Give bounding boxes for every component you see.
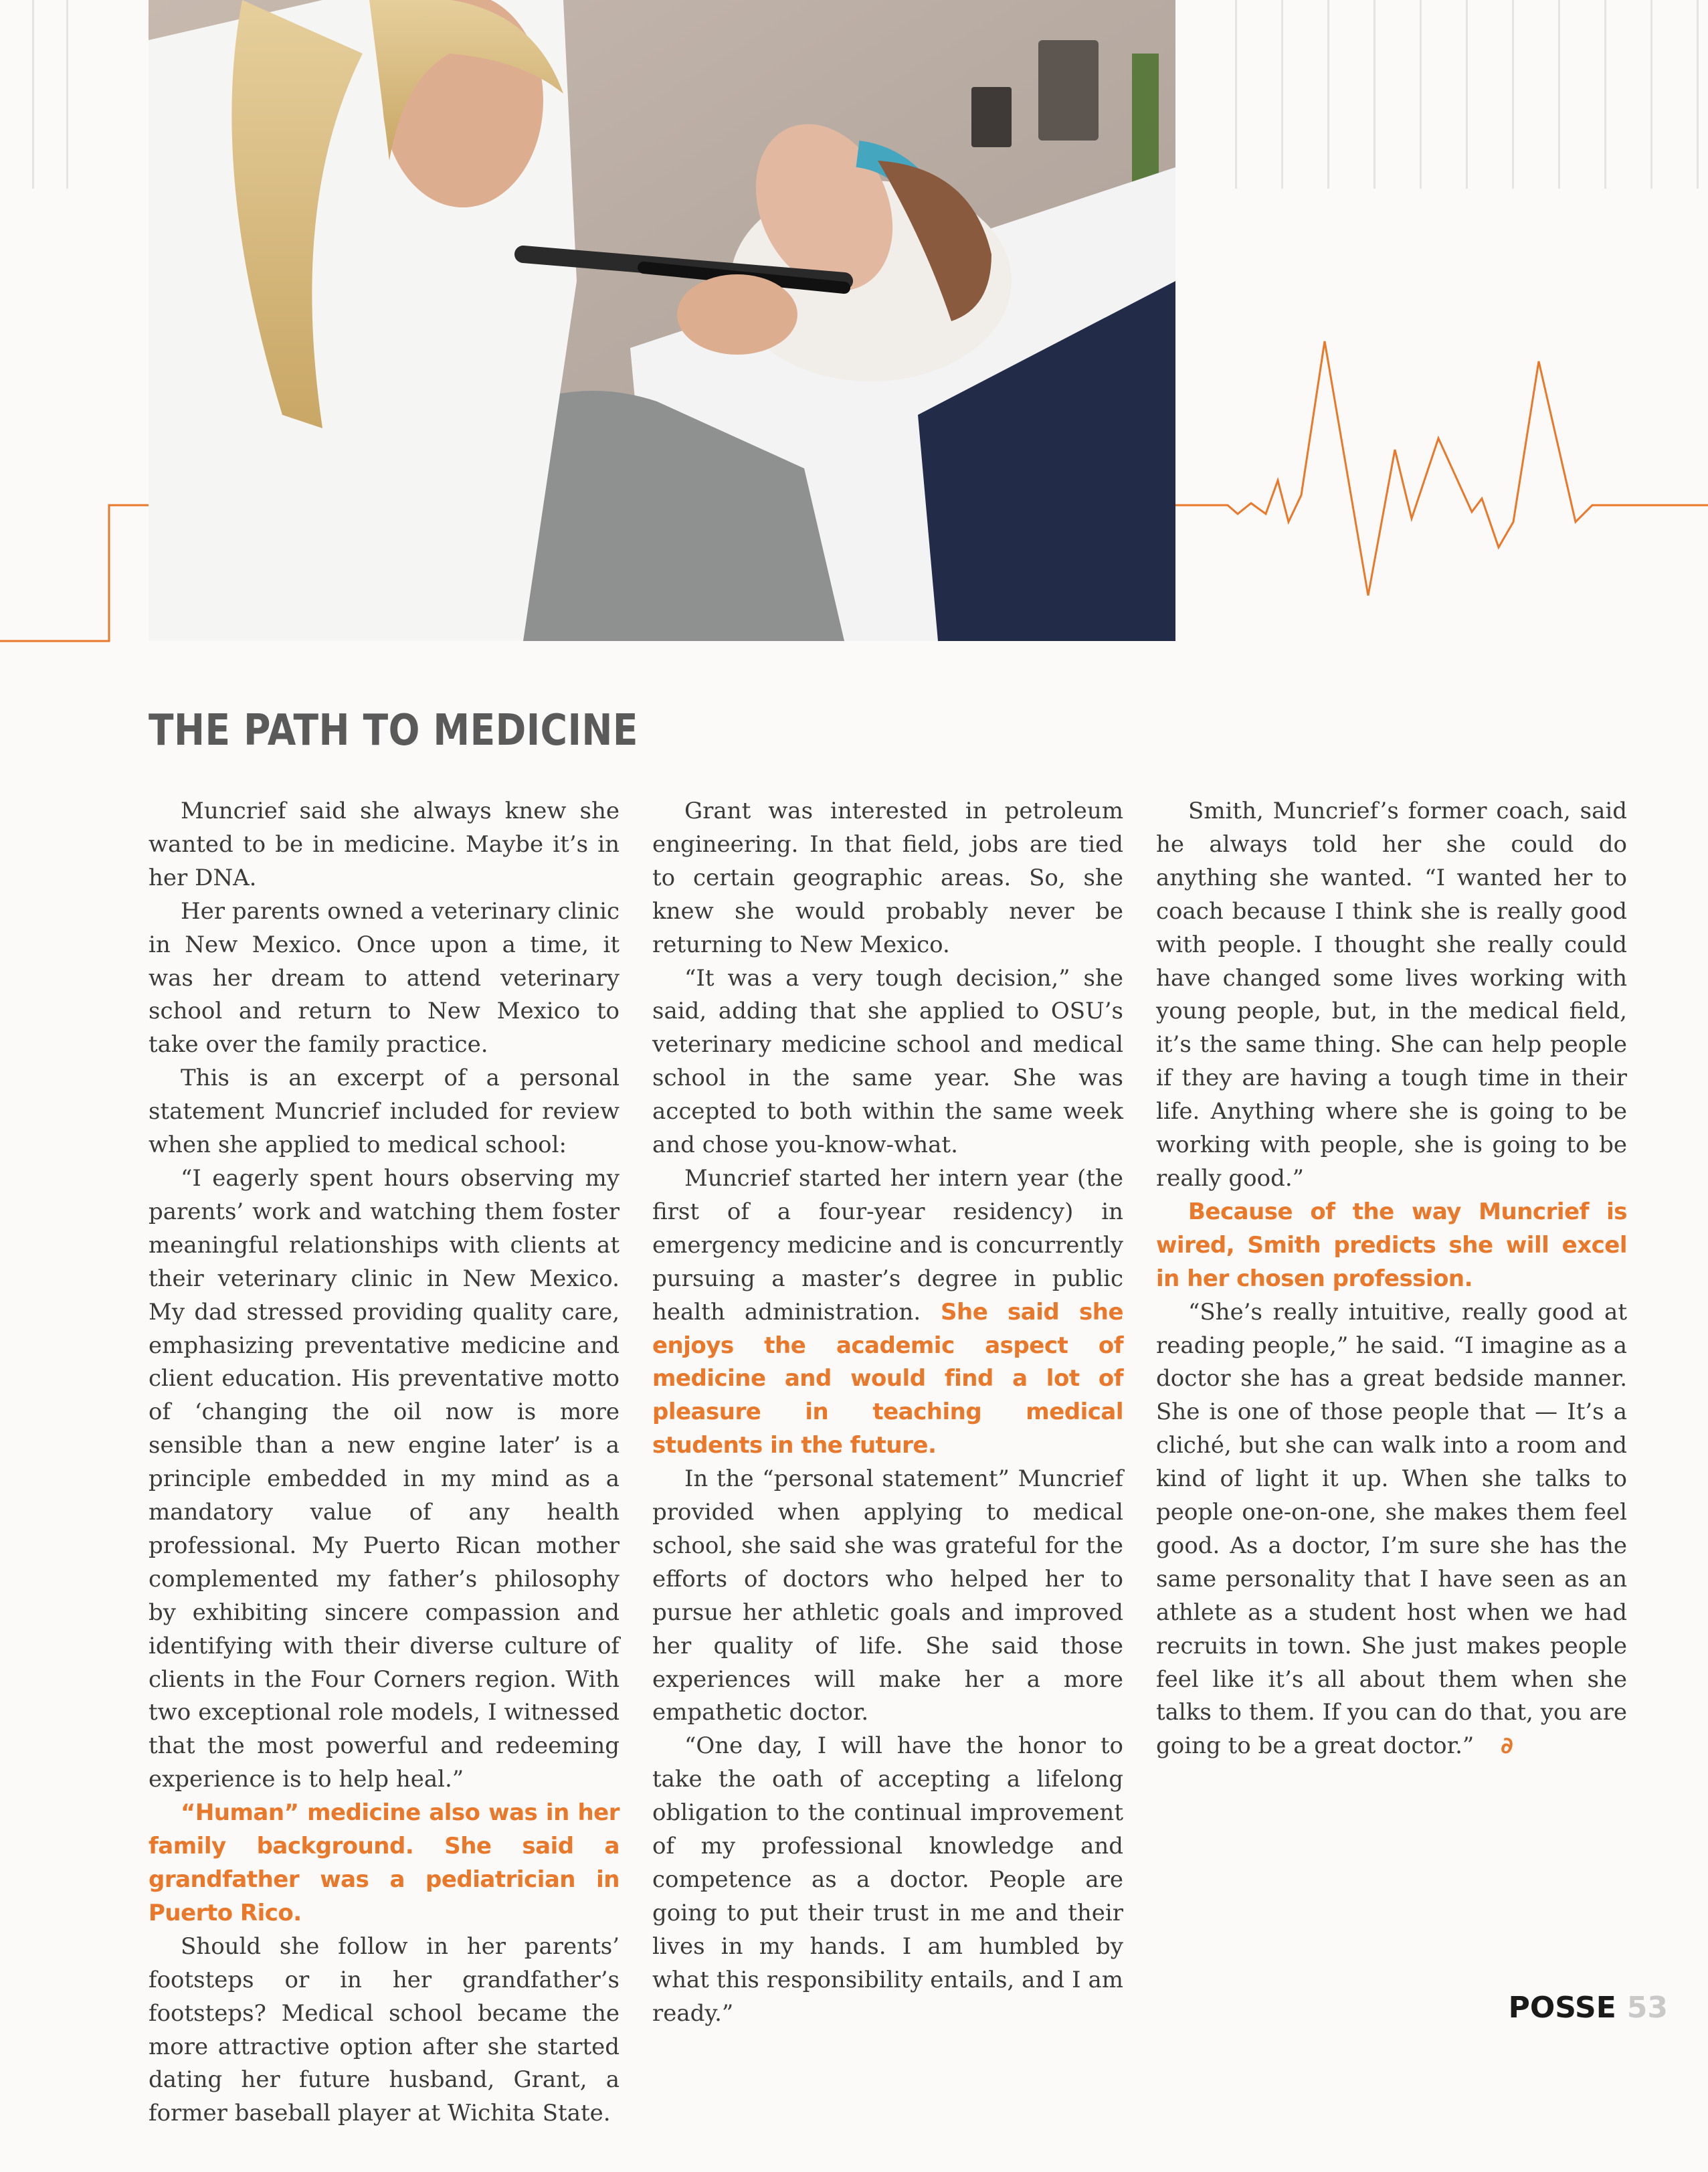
paragraph: Should she follow in her parents’ footsteps or in her grandfather’s footsteps? Medical school became the more attractive option after she started dating her future husband, Grant, a former baseball player at Wichita State.	[149, 1932, 620, 2127]
paragraph-with-pull	[652, 1162, 1123, 1463]
end-of-story-icon: ∂	[1501, 1732, 1513, 1760]
paragraph-text: Muncrief started her intern year (the first of a four-year residency) in emergency medicine and is concurrently pursuing a master’s degree in public health administration.	[652, 1164, 1123, 1326]
paragraph: Grant was interested in petroleum engineering. In that field, jobs are tied to certain geographic areas. So, she knew she would probably never be returning to New Mexico.	[652, 798, 1123, 958]
paragraph: Smith, Muncrief’s former coach, said he always told her she could do anything she wanted. “I wanted her to coach because I think she is really good with people. I thought she really could have changed some lives working with young people, but, in the medical field, it’s the same thing. She can help people if they are having a tough time in their life. Anything where she is going to be working with people, she is going to be really good.”	[1156, 798, 1627, 1192]
paragraph: “I eagerly spent hours observing my parents’ work and watching them foster meaningful relationships with clients at their veterinary clinic in New Mexico. My dad stressed providing quality care, emphasizing preventative medicine and client education. His preventative motto of ‘changing the oil now is more sensible than a new engine later’ is a principle embedded in my mind as a mandatory value of any health professional. My Puerto Rican mother complemented my father’s philosophy by exhibiting sincere compassion and identifying with their diverse culture of clients in the Four Corners region. With two exceptional role models, I witnessed that the most powerful and redeeming experience is to help heal.”	[149, 1164, 620, 1793]
paragraph-final	[1156, 1296, 1627, 1764]
pull-quote: She said she enjoys the academic aspect of medicine and would find a lot of pleasure in teaching medical students in the future.	[652, 1298, 1123, 1459]
article-headline: THE PATH TO MEDICINE	[149, 706, 638, 755]
paragraph: Muncrief said she always knew she wanted to be in medicine. Maybe it’s in her DNA.	[149, 798, 620, 891]
paragraph: In the “personal statement” Muncrief provided when applying to medical school, she said she was grateful for the efforts of doctors who helped her to pursue her athletic goals and improved her quality of life. She said those experiences will make her a more empathetic doctor.	[652, 1465, 1123, 1726]
paragraph-text: “She’s really intuitive, really good at reading people,” he said. “I imagine as a doctor she has a great bedside manner. She is one of those people that — It’s a cliché, but she can walk into a room and kind of light it up. When she talks to people one-on-one, she makes them feel good. As a doctor, I’m sure she has the same personality that I have seen as an athlete as a student host when we had recruits in town. She just makes people feel like it’s all about them when she talks to them. If you can do that, you are going to be a great doctor.”	[1156, 1298, 1627, 1760]
paragraph: “One day, I will have the honor to take the oath of accepting a lifelong obligation to the continual improvement of my professional knowledge and competence as a doctor. People are going to put their trust in me and their lives in my hands. I am humbled by what this responsibility entails, and I am ready.”	[652, 1732, 1123, 2027]
pull-quote: Because of the way Muncrief is wired, Smith predicts she will excel in her chosen profession.	[1156, 1198, 1627, 1292]
page-footer	[1509, 1991, 1668, 2025]
text-column-2	[652, 795, 1123, 2031]
heartbeat-line-icon	[0, 0, 1708, 669]
page-number: 53	[1626, 1991, 1668, 2025]
text-column-1	[149, 795, 620, 2131]
pull-quote: “Human” medicine also was in her family background. She said a grandfather was a pediatrician in Puerto Rico.	[149, 1799, 620, 1926]
paragraph: This is an excerpt of a personal statement Muncrief included for review when she applied to medical school:	[149, 1065, 620, 1159]
text-column-3	[1156, 795, 1627, 1763]
magazine-name: POSSE	[1508, 1991, 1616, 2025]
paragraph: Her parents owned a veterinary clinic in New Mexico. Once upon a time, it was her dream to attend veterinary school and return to New Mexico to take over the family practice.	[149, 897, 620, 1059]
paragraph: “It was a very tough decision,” she said, adding that she applied to OSU’s veterinary medicine school and medical school in the same year. She was accepted to both within the same week and chose you-know-what.	[652, 964, 1123, 1159]
